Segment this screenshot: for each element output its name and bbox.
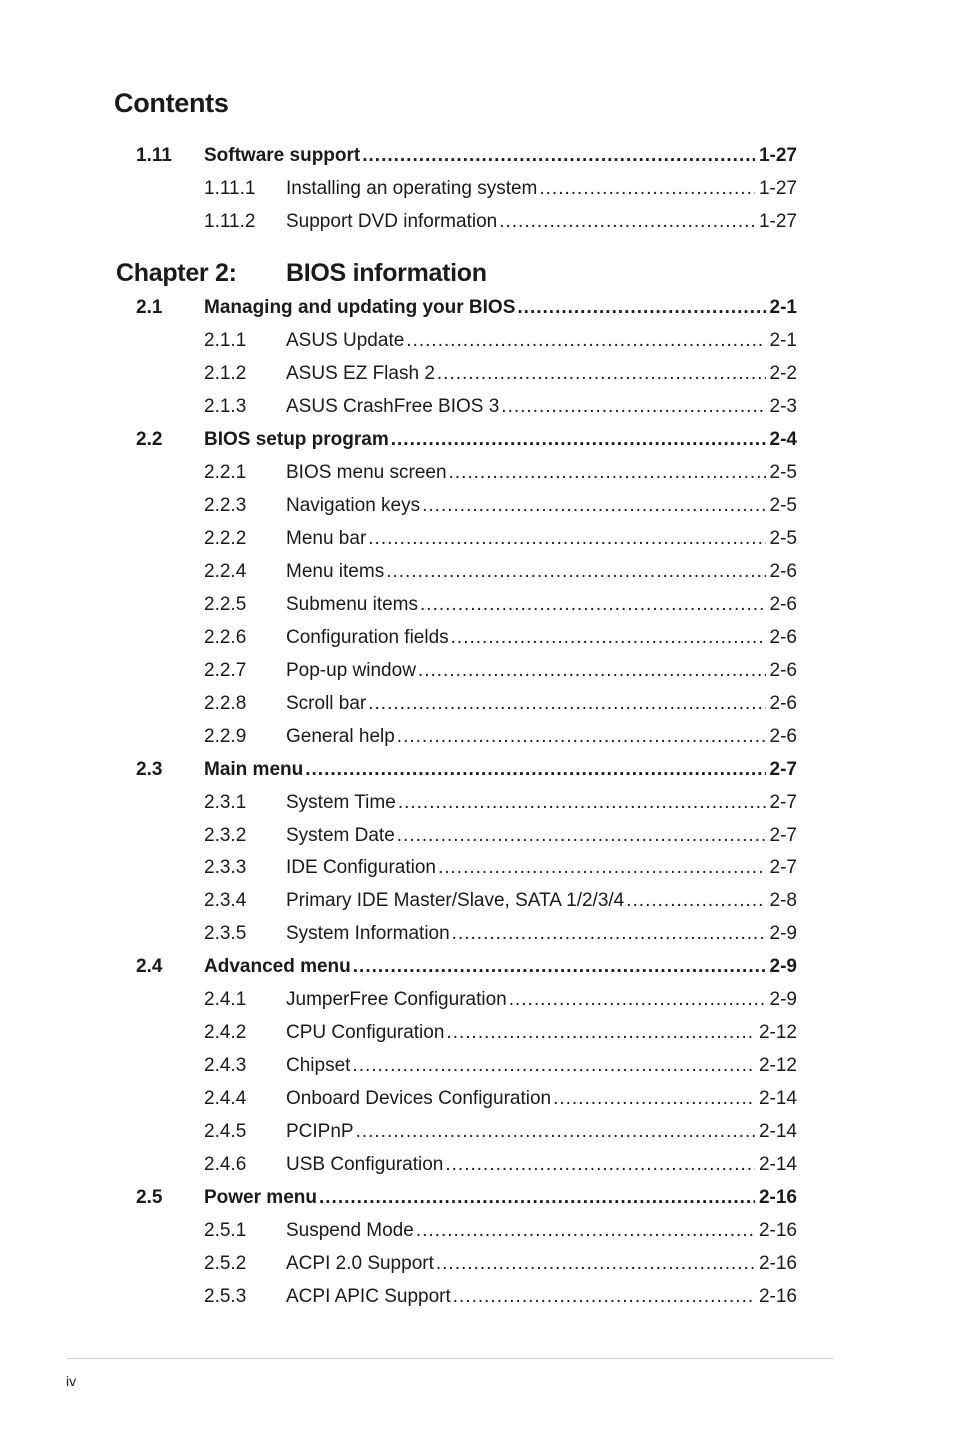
toc-entry-line bbox=[286, 1022, 797, 1044]
toc-entry-title: Menu bar bbox=[286, 527, 367, 549]
dot-leader bbox=[305, 759, 765, 781]
toc-entry-line bbox=[286, 561, 797, 583]
toc-entry-number: 2.3.2 bbox=[204, 824, 247, 846]
toc-entry-page: 2-16 bbox=[758, 1187, 797, 1209]
toc-entry-number: 1.11.1 bbox=[204, 177, 256, 199]
toc-entry-number: 2.5 bbox=[136, 1187, 163, 1209]
dot-leader bbox=[452, 923, 766, 945]
dot-leader bbox=[352, 1055, 755, 1077]
toc-entry-line bbox=[204, 297, 797, 319]
dot-leader bbox=[453, 1286, 755, 1308]
dot-leader bbox=[397, 825, 766, 847]
dot-leader bbox=[449, 462, 766, 484]
toc-subsection-entry bbox=[0, 854, 954, 882]
toc-entry-line bbox=[286, 396, 797, 418]
dot-leader bbox=[416, 1220, 755, 1242]
toc-entry-line bbox=[204, 1187, 797, 1209]
toc-subsection-entry bbox=[0, 1217, 954, 1245]
toc-entry-page: 2-9 bbox=[769, 923, 797, 945]
toc-entry-number: 2.4.3 bbox=[204, 1055, 247, 1077]
toc-entry-number: 1.11.2 bbox=[204, 210, 256, 232]
toc-entry-title: Navigation keys bbox=[286, 494, 421, 516]
toc-entry-page: 2-7 bbox=[769, 857, 797, 879]
toc-subsection-entry bbox=[0, 1019, 954, 1047]
toc-subsection-entry bbox=[0, 591, 954, 619]
toc-entry-line bbox=[286, 627, 797, 649]
dot-leader bbox=[517, 297, 765, 319]
toc-entry-line bbox=[286, 1286, 797, 1308]
toc-entry-page: 2-16 bbox=[758, 1253, 797, 1275]
toc-entry-title: Menu items bbox=[286, 560, 385, 582]
toc-entry-number: 2.2.6 bbox=[204, 626, 247, 648]
toc-entry-line bbox=[286, 1154, 797, 1176]
toc-subsection-entry bbox=[0, 1085, 954, 1113]
toc-entry-line bbox=[286, 660, 797, 682]
toc-entry-title: Power menu bbox=[204, 1187, 317, 1209]
toc-entry-page: 2-14 bbox=[758, 1121, 797, 1143]
dot-leader bbox=[626, 890, 765, 912]
toc-entry-line bbox=[286, 495, 797, 517]
toc-entry-page: 2-14 bbox=[758, 1088, 797, 1110]
toc-entry-line bbox=[204, 759, 797, 781]
dot-leader bbox=[368, 693, 765, 715]
toc-section-entry bbox=[0, 1184, 954, 1212]
toc-entry-page: 2-7 bbox=[769, 791, 797, 813]
toc-entry-line bbox=[286, 726, 797, 748]
toc-entry-title: BIOS menu screen bbox=[286, 461, 447, 483]
toc-entry-number: 2.2.3 bbox=[204, 494, 247, 516]
toc-entry-page: 2-12 bbox=[758, 1022, 797, 1044]
toc-entry-page: 2-16 bbox=[758, 1220, 797, 1242]
toc-entry-number: 2.2.8 bbox=[204, 692, 247, 714]
toc-entry-line bbox=[286, 1055, 797, 1077]
toc-subsection-entry bbox=[0, 175, 954, 203]
toc-entry-line bbox=[204, 145, 797, 167]
toc-entry-title: Software support bbox=[204, 145, 361, 166]
toc-entry-line bbox=[204, 956, 797, 978]
toc-entry-number: 1.11 bbox=[136, 145, 172, 166]
toc-entry-line bbox=[286, 528, 797, 550]
dot-leader bbox=[353, 956, 766, 978]
toc-entry-page: 2-6 bbox=[769, 692, 797, 714]
dot-leader bbox=[406, 330, 765, 352]
toc-subsection-entry bbox=[0, 360, 954, 388]
toc-entry-line bbox=[286, 1088, 797, 1110]
toc-entry-number: 2.3.4 bbox=[204, 890, 247, 912]
toc-entry-title: JumperFree Configuration bbox=[286, 989, 507, 1011]
toc-section-entry bbox=[0, 142, 954, 170]
toc-subsection-entry bbox=[0, 1052, 954, 1080]
toc-entry-line bbox=[204, 429, 797, 451]
toc-entry-line bbox=[286, 1121, 797, 1143]
toc-entry-line bbox=[286, 211, 797, 233]
toc-entry-page: 2-6 bbox=[769, 626, 797, 648]
toc-subsection-entry bbox=[0, 887, 954, 915]
toc-entry-page: 2-4 bbox=[769, 428, 797, 450]
toc-entry-number: 2.2.1 bbox=[204, 461, 247, 483]
dot-leader bbox=[398, 792, 766, 814]
chapter-heading bbox=[116, 256, 487, 290]
toc-subsection-entry bbox=[0, 393, 954, 421]
page-number: iv bbox=[66, 1373, 77, 1389]
toc-entry-line bbox=[286, 792, 797, 814]
toc-subsection-entry bbox=[0, 789, 954, 817]
toc-entry-number: 2.1.2 bbox=[204, 362, 247, 384]
toc-entry-line bbox=[286, 989, 797, 1011]
toc-section-entry bbox=[0, 426, 954, 454]
toc-subsection-entry bbox=[0, 690, 954, 718]
toc-subsection-entry bbox=[0, 525, 954, 553]
toc-entry-page: 2-6 bbox=[769, 659, 797, 681]
dot-leader bbox=[499, 211, 755, 233]
toc-subsection-entry bbox=[0, 822, 954, 850]
toc-entry-line bbox=[286, 890, 797, 912]
toc-entry-number: 2.3.5 bbox=[204, 923, 247, 945]
toc-entry-page: 2-5 bbox=[769, 461, 797, 483]
toc-entry-title: Primary IDE Master/Slave, SATA 1/2/3/4 bbox=[286, 890, 625, 912]
toc-section-entry bbox=[0, 953, 954, 981]
toc-entry-line bbox=[286, 330, 797, 352]
toc-entry-title: Managing and updating your BIOS bbox=[204, 297, 516, 318]
toc-entry-line bbox=[286, 462, 797, 484]
toc-entry-number: 2.4 bbox=[136, 956, 163, 978]
footer-divider bbox=[67, 1358, 833, 1359]
toc-entry-number: 2.3 bbox=[136, 758, 163, 780]
toc-subsection-entry bbox=[0, 327, 954, 355]
toc-entry-page: 1-27 bbox=[758, 177, 797, 199]
toc-entry-number: 2.5.2 bbox=[204, 1253, 247, 1275]
dot-leader bbox=[386, 561, 765, 583]
toc-entry-title: ACPI APIC Support bbox=[286, 1286, 451, 1308]
dot-leader bbox=[436, 1253, 755, 1275]
dot-leader bbox=[438, 857, 766, 879]
toc-entry-title: Scroll bar bbox=[286, 692, 367, 714]
dot-leader bbox=[397, 726, 766, 748]
toc-subsection-entry bbox=[0, 558, 954, 586]
toc-entry-line bbox=[286, 178, 797, 200]
toc-entry-title: USB Configuration bbox=[286, 1154, 444, 1176]
toc-entry-line bbox=[286, 857, 797, 879]
toc-entry-page: 2-8 bbox=[769, 890, 797, 912]
dot-leader bbox=[422, 495, 765, 517]
toc-entry-number: 2.1.3 bbox=[204, 395, 247, 417]
toc-entry-number: 2.4.5 bbox=[204, 1121, 247, 1143]
toc-subsection-entry bbox=[0, 1283, 954, 1311]
toc-entry-number: 2.4.4 bbox=[204, 1088, 247, 1110]
toc-subsection-entry bbox=[0, 986, 954, 1014]
toc-entry-page: 2-16 bbox=[758, 1286, 797, 1308]
toc-entry-title: BIOS setup program bbox=[204, 428, 389, 450]
toc-entry-title: Configuration fields bbox=[286, 626, 449, 648]
toc-entry-number: 2.1.1 bbox=[204, 329, 247, 351]
toc-entry-page: 2-6 bbox=[769, 725, 797, 747]
toc-subsection-entry bbox=[0, 1151, 954, 1179]
toc-entry-number: 2.2.4 bbox=[204, 560, 247, 582]
toc-entry-page: 1-27 bbox=[758, 210, 797, 232]
toc-entry-line bbox=[286, 363, 797, 385]
toc-entry-page: 2-12 bbox=[758, 1055, 797, 1077]
toc-subsection-entry bbox=[0, 492, 954, 520]
toc-entry-number: 2.3.1 bbox=[204, 791, 247, 813]
toc-entry-number: 2.2 bbox=[136, 428, 163, 450]
dot-leader bbox=[362, 145, 755, 167]
chapter-number: Chapter 2: bbox=[116, 258, 237, 287]
toc-entry-title: IDE Configuration bbox=[286, 857, 436, 879]
toc-entry-page: 2-2 bbox=[769, 362, 797, 384]
toc-entry-title: ASUS CrashFree BIOS 3 bbox=[286, 395, 500, 417]
toc-entry-number: 2.4.2 bbox=[204, 1022, 247, 1044]
toc-entry-title: Onboard Devices Configuration bbox=[286, 1088, 552, 1110]
toc-subsection-entry bbox=[0, 1118, 954, 1146]
dot-leader bbox=[368, 528, 765, 550]
toc-entry-title: Suspend Mode bbox=[286, 1220, 414, 1242]
toc-entry-title: Main menu bbox=[204, 758, 304, 780]
toc-subsection-entry bbox=[0, 723, 954, 751]
toc-entry-page: 2-5 bbox=[769, 494, 797, 516]
toc-entry-page: 2-9 bbox=[769, 989, 797, 1011]
toc-entry-page: 2-3 bbox=[769, 395, 797, 417]
toc-section-entry bbox=[0, 756, 954, 784]
toc-entry-line bbox=[286, 594, 797, 616]
toc-entry-number: 2.3.3 bbox=[204, 857, 247, 879]
toc-entry-number: 2.5.3 bbox=[204, 1286, 247, 1308]
dot-leader bbox=[418, 660, 766, 682]
toc-entry-title: ACPI 2.0 Support bbox=[286, 1253, 434, 1275]
toc-entry-title: Chipset bbox=[286, 1055, 351, 1077]
toc-entry-number: 2.2.7 bbox=[204, 659, 247, 681]
toc-subsection-entry bbox=[0, 459, 954, 487]
toc-subsection-entry bbox=[0, 920, 954, 948]
dot-leader bbox=[446, 1022, 755, 1044]
dot-leader bbox=[420, 594, 766, 616]
page-title: Contents bbox=[114, 88, 229, 118]
toc-entry-page: 2-6 bbox=[769, 560, 797, 582]
toc-entry-title: Advanced menu bbox=[204, 956, 351, 978]
toc-entry-page: 2-14 bbox=[758, 1154, 797, 1176]
toc-entry-number: 2.1 bbox=[136, 297, 163, 318]
dot-leader bbox=[539, 178, 755, 200]
toc-entry-title: Pop-up window bbox=[286, 659, 416, 681]
toc-entry-title: System Information bbox=[286, 923, 450, 945]
toc-entry-page: 1-27 bbox=[758, 145, 797, 166]
dot-leader bbox=[437, 363, 766, 385]
toc-entry-title: Installing an operating system bbox=[286, 177, 538, 199]
toc-entry-line bbox=[286, 1253, 797, 1275]
toc-entry-title: ASUS Update bbox=[286, 329, 405, 351]
toc-entry-number: 2.5.1 bbox=[204, 1220, 247, 1242]
toc-entry-page: 2-1 bbox=[769, 297, 797, 318]
dot-leader bbox=[356, 1121, 755, 1143]
chapter-title: BIOS information bbox=[286, 258, 487, 287]
toc-entry-title: Submenu items bbox=[286, 593, 419, 615]
dot-leader bbox=[501, 396, 765, 418]
toc-section-entry bbox=[0, 294, 954, 322]
toc-entry-page: 2-7 bbox=[769, 824, 797, 846]
toc-entry-title: System Date bbox=[286, 824, 395, 846]
toc-subsection-entry bbox=[0, 624, 954, 652]
dot-leader bbox=[391, 429, 766, 451]
toc-entry-page: 2-6 bbox=[769, 593, 797, 615]
dot-leader bbox=[509, 989, 766, 1011]
dot-leader bbox=[553, 1088, 755, 1110]
toc-entry-title: System Time bbox=[286, 791, 396, 813]
dot-leader bbox=[445, 1154, 755, 1176]
toc-entry-title: CPU Configuration bbox=[286, 1022, 445, 1044]
toc-entry-page: 2-1 bbox=[769, 329, 797, 351]
toc-entry-number: 2.4.1 bbox=[204, 989, 247, 1011]
toc-entry-title: ASUS EZ Flash 2 bbox=[286, 362, 435, 384]
toc-subsection-entry bbox=[0, 208, 954, 236]
toc-entry-number: 2.2.9 bbox=[204, 725, 247, 747]
dot-leader bbox=[451, 627, 766, 649]
toc-entry-title: PCIPnP bbox=[286, 1121, 354, 1143]
toc-entry-number: 2.4.6 bbox=[204, 1154, 247, 1176]
toc-entry-page: 2-5 bbox=[769, 527, 797, 549]
toc-entry-line bbox=[286, 693, 797, 715]
toc-subsection-entry bbox=[0, 657, 954, 685]
toc-entry-title: General help bbox=[286, 725, 395, 747]
toc-entry-line bbox=[286, 923, 797, 945]
toc-entry-page: 2-9 bbox=[769, 956, 797, 978]
toc-entry-title: Support DVD information bbox=[286, 210, 498, 232]
toc-subsection-entry bbox=[0, 1250, 954, 1278]
toc-entry-number: 2.2.5 bbox=[204, 593, 247, 615]
dot-leader bbox=[319, 1187, 755, 1209]
toc-entry-line bbox=[286, 825, 797, 847]
toc-entry-line bbox=[286, 1220, 797, 1242]
toc-entry-number: 2.2.2 bbox=[204, 527, 247, 549]
toc-entry-page: 2-7 bbox=[769, 758, 797, 780]
